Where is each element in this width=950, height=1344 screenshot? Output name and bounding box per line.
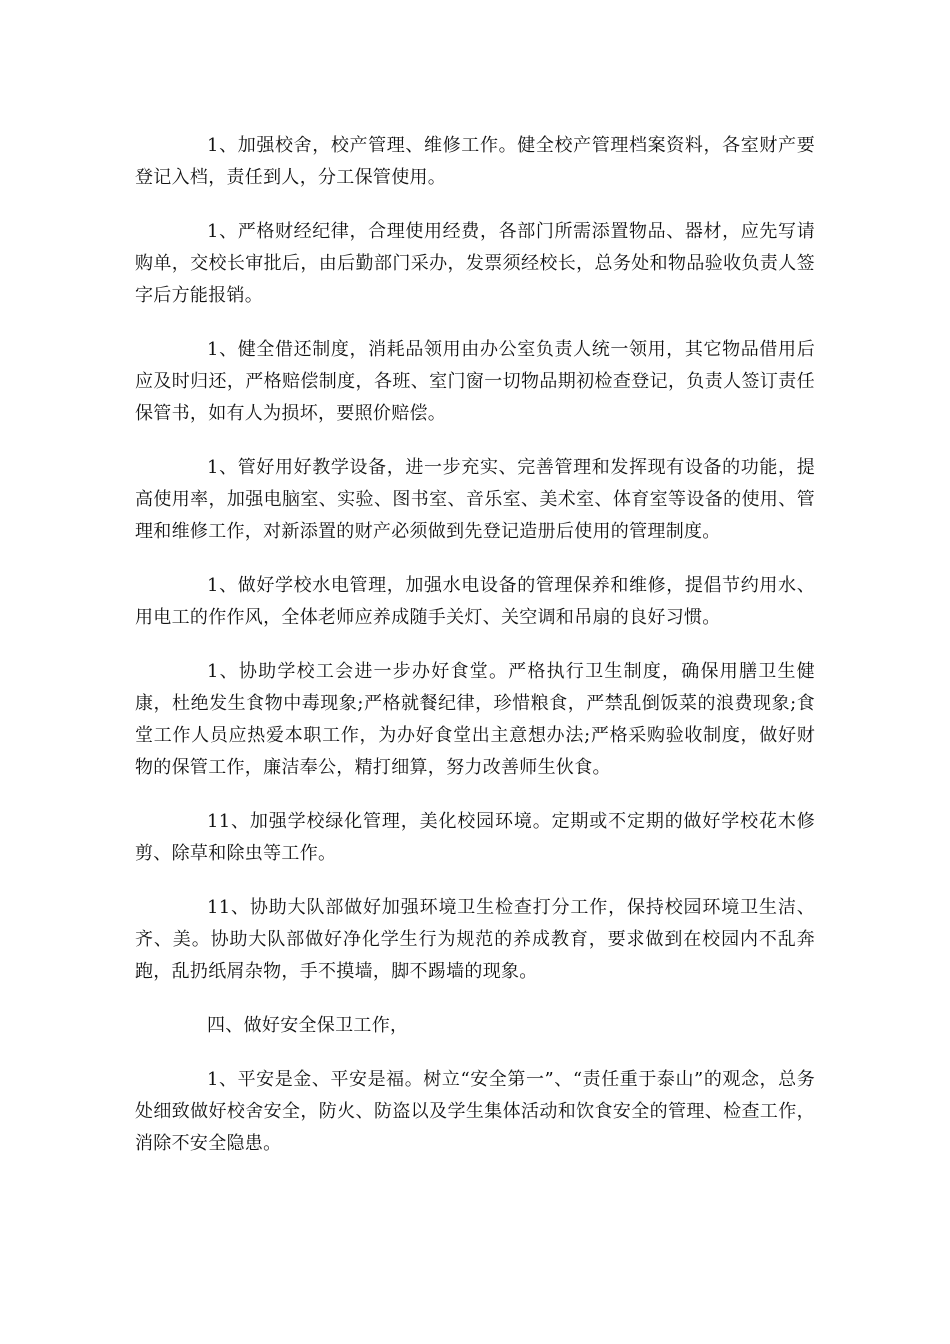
paragraph-water-electricity: 1、做好学校水电管理，加强水电设备的管理保养和维修，提倡节约用水、用电工的作作风，全体老师应养成随手关灯、关空调和吊扇的良好习惯。: [135, 575, 815, 628]
document-body: [135, 130, 815, 1182]
paragraph-greening: 11、加强学校绿化管理，美化校园环境。定期或不定期的做好学校花木修剪、除草和除虫等工作。: [135, 811, 815, 864]
paragraph-safety-first: 1、平安是金、平安是福。树立“安全第一”、“责任重于泰山”的观念，总务处细致做好校舍安全，防火、防盗以及学生集体活动和饮食安全的管理、检查工作，消除不安全隐患。: [135, 1069, 815, 1154]
paragraph-property-management: 1、加强校舍，校产管理、维修工作。健全校产管理档案资料，各室财产要登记入档，责任到人，分工保管使用。: [135, 135, 815, 188]
paragraph-finance-discipline: 1、严格财经纪律，合理使用经费，各部门所需添置物品、器材，应先写请购单，交校长审批后，由后勤部门采办，发票须经校长，总务处和物品验收负责人签字后方能报销。: [135, 221, 815, 306]
section-heading-safety: 四、做好安全保卫工作，: [207, 1015, 409, 1036]
paragraph-borrow-return-system: 1、健全借还制度，消耗品领用由办公室负责人统一领用，其它物品借用后应及时归还，严格赔偿制度，各班、室门窗一切物品期初检查登记，负责人签订责任保管书，如有人为损坏，要照价赔偿。: [135, 339, 815, 424]
paragraph-environment-hygiene: 11、协助大队部做好加强环境卫生检查打分工作，保持校园环境卫生洁、齐、美。协助大队部做好净化学生行为规范的养成教育，要求做到在校园内不乱奔跑，乱扔纸屑杂物，手不摸墙，脚不踢墙的现象。: [135, 897, 815, 982]
paragraph-canteen: 1、协助学校工会进一步办好食堂。严格执行卫生制度，确保用膳卫生健康，杜绝发生食物中毒现象;严格就餐纪律，珍惜粮食，严禁乱倒饭菜的浪费现象;食堂工作人员应热爱本职工作，为办好食堂出主意想办法;严格采购验收制度，做好财物的保管工作，廉洁奉公，精打细算，努力改善师生伙食。: [135, 661, 815, 778]
paragraph-teaching-equipment: 1、管好用好教学设备，进一步充实、完善管理和发挥现有设备的功能，提高使用率，加强电脑室、实验、图书室、音乐室、美术室、体育室等设备的使用、管理和维修工作，对新添置的财产必须做到先登记造册后使用的管理制度。: [135, 457, 815, 542]
